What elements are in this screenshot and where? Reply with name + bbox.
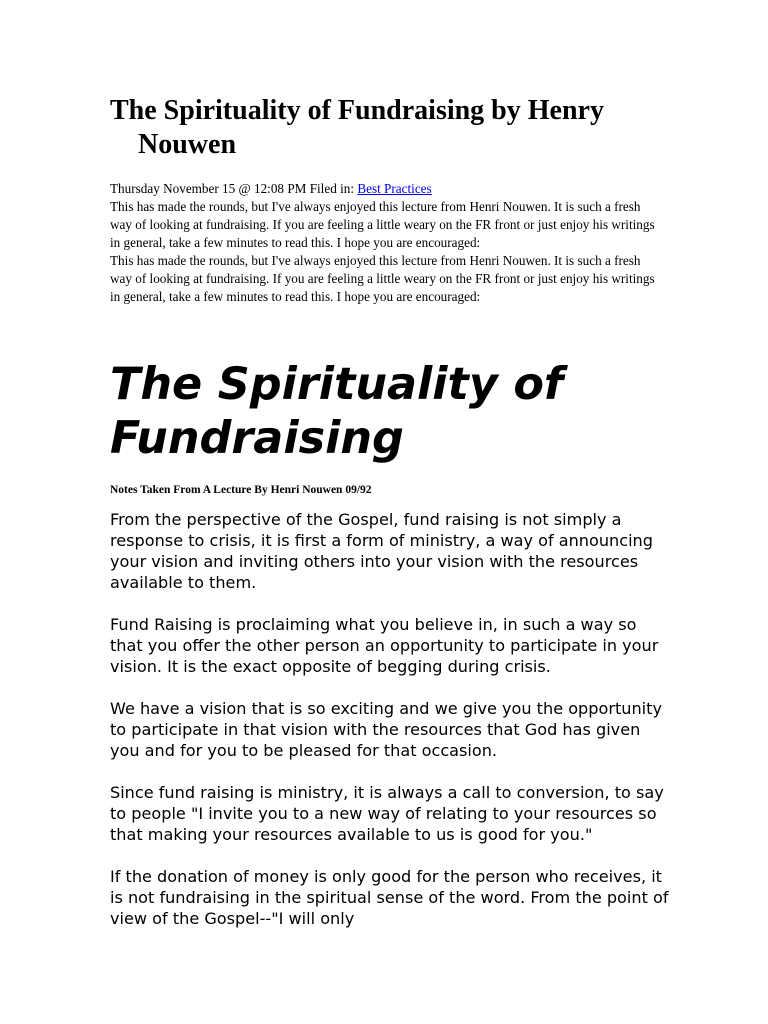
- post-meta-line: [110, 180, 660, 198]
- post-date: Thursday November 15 @ 12:08 PM: [110, 181, 307, 196]
- body-paragraph: Fund Raising is proclaiming what you believe in, in such a way so that you offer the other person an opportunity to participate in your vision. It is the exact opposite of begging during crisis.: [110, 615, 659, 676]
- body-paragraph: We have a vision that is so exciting and we give you the opportunity to participate in that vision with the resources that God has given you and for you to be pleased for that occasion.: [110, 699, 662, 760]
- lecture-body: [110, 509, 670, 950]
- lecture-heading: The Spirituality of Fundraising: [110, 359, 564, 464]
- lecture-notes-byline: Notes Taken From A Lecture By Henri Nouwen 09/92: [110, 484, 372, 496]
- article-meta: [110, 180, 660, 306]
- intro-paragraph: This has made the rounds, but I've always enjoyed this lecture from Henri Nouwen. It is such a fresh way of looking at fundraising. If you are feeling a little weary on the FR front or just enjoy his writings in general, take a few minutes to read this. I hope you are encouraged:: [110, 199, 655, 250]
- body-paragraph: If the donation of money is only good for the person who receives, it is not fundraising in the spiritual sense of the word. From the point of view of the Gospel--"I will only: [110, 867, 669, 928]
- filed-in-label: Filed in:: [309, 181, 355, 196]
- intro-paragraph-repeat: This has made the rounds, but I've always enjoyed this lecture from Henri Nouwen. It is such a fresh way of looking at fundraising. If you are feeling a little weary on the FR front or just enjoy his writings in general, take a few minutes to read this. I hope you are encouraged:: [110, 253, 655, 304]
- body-paragraph: From the perspective of the Gospel, fund raising is not simply a response to crisis, it is first a form of ministry, a way of announcing your vision and inviting others into your vision with the resources available to them.: [110, 510, 653, 592]
- category-link[interactable]: Best Practices: [357, 181, 432, 196]
- page-title: The Spirituality of Fundraising by Henry Nouwen: [110, 95, 604, 160]
- body-paragraph: Since fund raising is ministry, it is always a call to conversion, to say to people "I invite you to a new way of relating to your resources so that making your resources available to us is good for you.": [110, 783, 664, 844]
